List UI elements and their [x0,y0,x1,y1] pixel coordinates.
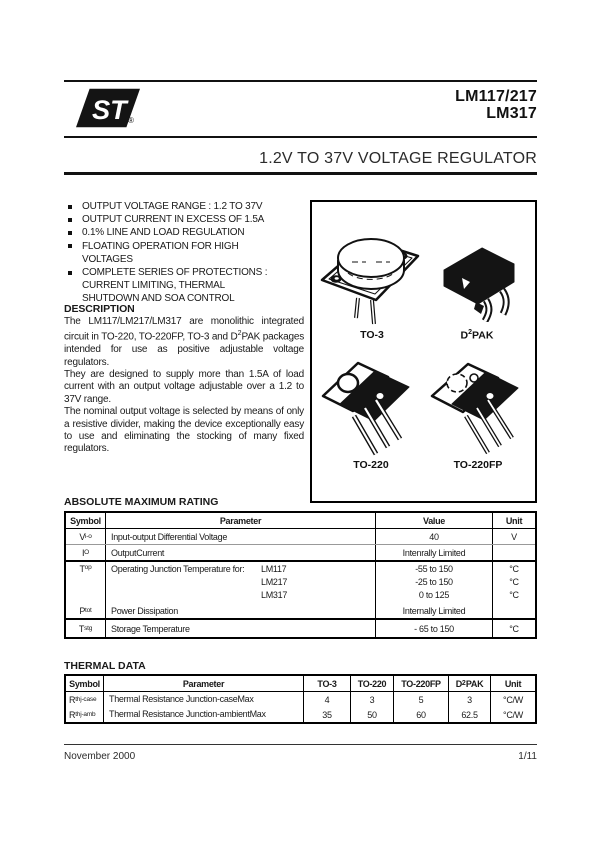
thermal-table [64,674,537,724]
unit-cell [493,562,535,603]
description-text-run: PAK packages intended for use as positive adjustable voltage regulators. [64,331,304,368]
col-header-d2pak [449,676,491,691]
parameter-cell [106,562,376,603]
list-item [64,213,309,226]
features-list [64,200,309,306]
symbol-base: R [69,709,76,720]
value-cell: 40 [376,529,493,544]
symbol-sub: thj-case [75,696,97,703]
col-header-to220fp: TO-220FP [394,676,449,691]
table-row [66,529,535,545]
symbol-base: T [78,623,85,634]
feature-text: OUTPUT CURRENT IN EXCESS OF 1.5A [82,214,265,226]
table-header-row [66,513,535,529]
feature-text: SHUTDOWN AND SOA CONTROL [82,293,235,305]
abs-max-title: ABSOLUTE MAXIMUM RATING [64,496,219,508]
col-header-value: Value [376,513,493,528]
superscript-2: 2 [237,330,242,338]
symbol-sub: i-o [85,533,92,540]
unit-line: °C [509,577,519,587]
table-row [66,562,535,603]
col-header-to3: TO-3 [304,676,351,691]
to220fp-package-icon [424,354,536,458]
parameter-cell [104,707,304,722]
parameter-cell: Input-output Differential Voltage [106,529,376,544]
value-line: -25 to 150 [415,577,453,587]
parameter-cell: Power Dissipation [106,603,376,618]
part-number-line2: LM317 [486,105,537,122]
description-paragraph: They are designed to supply more than 1.5A of load current with an output voltage adjustable over a 1.2 to 37V range. [64,368,304,405]
feature-text: FLOATING OPERATION FOR HIGH [82,240,239,252]
symbol-base: P [79,605,86,616]
unit-cell [493,545,535,560]
footer-rule [64,744,537,745]
package-label-to220: TO-220 [353,459,389,471]
device-name: LM117 [261,564,287,574]
value-cell-d2pak: 62.5 [449,707,491,722]
table-row [66,707,535,722]
bullet-icon [68,231,72,235]
symbol-sub: op [84,564,92,571]
page-title: 1.2V TO 37V VOLTAGE REGULATOR [259,150,537,167]
bullet-icon [68,218,72,222]
description-paragraph: The nominal output voltage is selected by means of only a resistive divider, making the device exceptionally easy to use and eliminating the stocking of many fixed regulators. [64,406,304,455]
col-header-unit: Unit [505,515,523,526]
bullet-icon [68,271,72,275]
value-cell-to220fp: 5 [394,692,449,707]
unit-cell: °C [509,623,519,634]
table-row [66,545,535,562]
bullet-icon [68,205,72,209]
part-number-line1: LM117/217 [455,88,537,105]
device-name: LM217 [261,577,288,587]
description-paragraph [64,316,304,369]
list-item [64,266,309,306]
symbol-base: R [69,694,76,705]
package-label-to3: TO-3 [360,329,384,341]
col-header-to220: TO-220 [351,676,394,691]
value-cell: Internally Limited [376,603,493,618]
device-name: LM317 [261,590,288,600]
parameter-cell [104,692,304,707]
label-text: D [460,329,469,342]
feature-text: COMPLETE SERIES OF PROTECTIONS : [82,267,268,279]
value-cell-to220: 3 [351,692,394,707]
feature-text: CURRENT LIMITING, THERMAL [82,280,225,292]
symbol-cell [66,529,106,544]
package-label-to220fp: TO-220FP [453,459,503,471]
symbol-sub: O [84,549,90,556]
header-thick-rule [64,172,537,175]
description-text-run: The LM117/LM217/LM317 are monolithic integrated circuit in TO-220, TO-220FP, TO-3 and D [64,316,304,343]
feature-text: OUTPUT VOLTAGE RANGE : 1.2 TO 37V [82,201,263,212]
symbol-sub: tot [85,607,92,614]
unit-cell: °C/W [503,694,523,705]
superscript-2: 2 [468,329,473,336]
symbol-sub: stg [84,625,93,632]
col-header-unit: Unit [504,678,522,689]
label-text: PAK [472,329,494,342]
symbol-base: V [79,531,86,542]
value-cell [376,562,493,603]
value-cell-d2pak: 3 [449,692,491,707]
to220-package-icon [318,354,426,458]
description-heading: DESCRIPTION [64,303,135,315]
symbol-cell [66,545,106,560]
unit-line: °C [509,564,519,574]
abs-max-table [64,511,537,639]
d2pak-package-icon [436,242,524,322]
unit-line: °C [509,590,519,600]
col-header-parameter: Parameter [104,676,304,691]
max-label: Max [249,709,266,719]
symbol-sub: thj-amb [75,711,96,718]
unit-cell [493,603,535,618]
symbol-cell [66,620,106,637]
thermal-title: THERMAL DATA [64,660,146,672]
list-item [64,200,309,213]
table-header-row [66,676,535,692]
part-number-title [300,88,537,122]
registered-mark: ® [128,116,134,125]
symbol-base: I [81,547,85,558]
parameter-text: Operating Junction Temperature for: [111,564,245,574]
value-cell-to220: 50 [351,707,394,722]
table-row [66,620,535,637]
label-text: PAK [465,678,484,689]
max-label: Max [237,694,254,704]
label-text: D [455,678,462,689]
parameter-text: Thermal Resistance Junction-case [109,694,238,704]
feature-text: VOLTAGES [82,253,133,265]
value-line: 0 to 125 [418,590,450,600]
footer-date: November 2000 [64,751,136,762]
list-item [64,226,309,239]
value-cell: - 65 to 150 [376,620,493,637]
symbol-cell [66,692,104,707]
feature-text: 0.1% LINE AND LOAD REGULATION [82,227,245,239]
col-header-symbol: Symbol [66,676,104,691]
symbol-cell [66,562,106,603]
unit-cell: V [511,531,517,542]
value-cell-to220fp: 60 [394,707,449,722]
bullet-icon [68,244,72,248]
table-row [66,603,535,620]
table-row [66,692,535,707]
value-cell-to3: 4 [304,692,351,707]
symbol-base: T [79,564,85,574]
description-text [64,316,304,456]
value-cell-to3: 35 [304,707,351,722]
symbol-cell [66,707,104,722]
parameter-cell: OutputCurrent [106,545,376,560]
footer-page-number: 1/11 [518,751,537,762]
value-cell: Intenrally Limited [376,545,493,560]
superscript-2: 2 [461,680,466,687]
col-header-parameter: Parameter [106,513,376,528]
parameter-text: Thermal Resistance Junction-ambient [109,709,250,719]
symbol-cell [66,603,106,618]
unit-cell: °C/W [503,709,523,720]
value-line: -55 to 150 [415,564,453,574]
header-top-rule [64,80,537,82]
header-mid-rule [64,136,537,138]
parameter-cell: Storage Temperature [106,620,376,637]
to3-package-icon [314,218,432,326]
list-item [64,240,309,266]
col-header-symbol: Symbol [66,513,106,528]
package-label-d2pak [437,329,517,342]
package-drawings-box [310,200,537,503]
svg-text:ST: ST [92,94,127,126]
